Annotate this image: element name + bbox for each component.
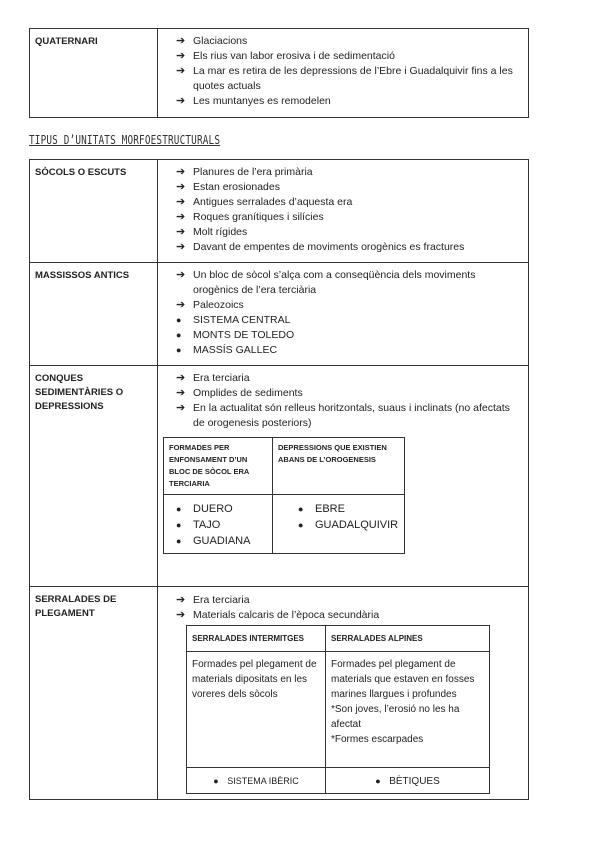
arrow-icon: ➔ xyxy=(176,196,186,208)
quaternari-content xyxy=(158,29,529,118)
list-item: ● MONTS DE TOLEDO xyxy=(176,329,295,341)
serralades-table xyxy=(186,625,490,794)
bullet-icon: ● xyxy=(176,330,182,340)
serralades-row xyxy=(30,587,529,800)
serralades-col1-header: SERRALADES INTERMITGES xyxy=(187,626,326,652)
list-item: ● DUERO xyxy=(176,503,233,515)
list-item: ➔ Molt rígides xyxy=(176,226,248,238)
serralades-col2-example xyxy=(326,768,490,794)
list-item: ➔ Planures de l’era primària xyxy=(176,166,313,178)
arrow-icon: ➔ xyxy=(176,35,186,47)
conques-row xyxy=(30,366,529,587)
massissos-label: MASSISSOS ANTICS xyxy=(30,263,158,366)
list-item: ● TAJO xyxy=(176,519,221,531)
serralades-label: SERRALADES DE PLEGAMENT xyxy=(30,587,158,800)
quaternari-table xyxy=(29,28,529,118)
bullet-icon: ● xyxy=(176,520,182,530)
depressions-col2-list xyxy=(273,495,405,554)
serralades-col2-note: *Son joves, l’erosió no les ha afectat xyxy=(331,704,460,730)
list-item: ➔ Les muntanyes es remodelen xyxy=(176,95,331,107)
list-item: ➔ La mar es retira de les depressions de l’Ebre i Guadalquivir fins a les quotes actuals xyxy=(176,65,513,92)
arrow-icon: ➔ xyxy=(176,226,186,238)
arrow-icon: ➔ xyxy=(176,211,186,223)
list-item: ➔ Els rius van labor erosiva i de sedimentació xyxy=(176,50,395,62)
bullet-icon: ● xyxy=(176,345,182,355)
massissos-content xyxy=(158,263,529,366)
bullet-icon: ● xyxy=(375,776,381,786)
arrow-icon: ➔ xyxy=(176,50,186,62)
list-item: ● MASSÍS GALLEC xyxy=(176,344,278,356)
arrow-icon: ➔ xyxy=(176,269,186,281)
bullet-icon: ● xyxy=(213,776,219,786)
depressions-col1-list xyxy=(164,495,273,554)
list-item: ➔ Antigues serralades d’aquesta era xyxy=(176,196,353,208)
depressions-col2-header: DEPRESSIONS QUE EXISTIEN ABANS DE L’OROGENESIS xyxy=(273,438,405,495)
conques-label: CONQUES SEDIMENTÀRIES O DEPRESSIONS xyxy=(30,366,158,587)
bullet-icon: ● xyxy=(176,315,182,325)
list-item: ● SISTEMA CENTRAL xyxy=(176,314,291,326)
arrow-icon: ➔ xyxy=(176,402,186,414)
serralades-col1-example xyxy=(187,768,326,794)
list-item: ● EBRE xyxy=(298,503,345,515)
arrow-icon: ➔ xyxy=(176,594,186,606)
list-item: ● BÈTIQUES xyxy=(375,776,440,787)
serralades-content xyxy=(158,587,529,800)
serralades-col2-desc: Formades pel plegament de materials que estaven en fosses marines llargues i profundes xyxy=(331,659,475,700)
bullet-icon: ● xyxy=(298,520,304,530)
serralades-col2-desc-cell xyxy=(326,652,490,768)
list-item: ● SISTEMA IBÈRIC xyxy=(192,774,320,789)
socols-content xyxy=(158,160,529,263)
section-heading: TIPUS D’UNITATS MORFOESTRUCTURALS xyxy=(29,133,221,147)
serralades-col2-header: SERRALADES ALPINES xyxy=(326,626,490,652)
list-item: ➔ En la actualitat són relleus horitzontals, suaus i inclinats (no afectats de orogenesis posteriors) xyxy=(176,402,510,429)
list-item: ➔ Paleozoics xyxy=(176,299,244,311)
conques-content xyxy=(158,366,529,587)
list-item: ➔ Davant de empentes de moviments orogènics es fractures xyxy=(176,241,465,253)
list-item: ➔ Omplides de sediments xyxy=(176,387,303,399)
socols-row xyxy=(30,160,529,263)
list-item: ➔ Un bloc de sòcol s’alça com a conseqüència dels moviments orogènics de l’era terciària xyxy=(176,269,476,296)
list-item: ➔ Roques granítiques i silícies xyxy=(176,211,324,223)
bullet-icon: ● xyxy=(176,536,182,546)
serralades-col2-note: *Formes escarpades xyxy=(331,734,424,745)
serralades-col1-desc: Formades pel plegament de materials dipositats en les voreres dels sòcols xyxy=(187,652,326,768)
arrow-icon: ➔ xyxy=(176,65,186,77)
depressions-col1-header: FORMADES PER ENFONSAMENT D’UN BLOC DE SÒCOL ERA TERCIARIA xyxy=(164,438,273,495)
list-item: ➔ Glaciacions xyxy=(176,35,248,47)
list-item: ➔ Era terciaria xyxy=(176,594,250,606)
depressions-table xyxy=(163,437,405,554)
arrow-icon: ➔ xyxy=(176,166,186,178)
arrow-icon: ➔ xyxy=(176,387,186,399)
list-item: ● GUADALQUIVIR xyxy=(298,519,399,531)
arrow-icon: ➔ xyxy=(176,95,186,107)
arrow-icon: ➔ xyxy=(176,181,186,193)
list-item: ➔ Estan erosionades xyxy=(176,181,280,193)
units-table xyxy=(29,159,529,800)
arrow-icon: ➔ xyxy=(176,372,186,384)
list-item: ● GUADIANA xyxy=(176,535,251,547)
massissos-row xyxy=(30,263,529,366)
arrow-icon: ➔ xyxy=(176,609,186,621)
list-item: ➔ Materials calcaris de l’època secundària xyxy=(176,609,380,621)
arrow-icon: ➔ xyxy=(176,299,186,311)
quaternari-label: QUATERNARI xyxy=(30,29,158,118)
socols-label: SÒCOLS O ESCUTS xyxy=(30,160,158,263)
bullet-icon: ● xyxy=(298,504,304,514)
arrow-icon: ➔ xyxy=(176,241,186,253)
list-item: ➔ Era terciaria xyxy=(176,372,250,384)
bullet-icon: ● xyxy=(176,504,182,514)
